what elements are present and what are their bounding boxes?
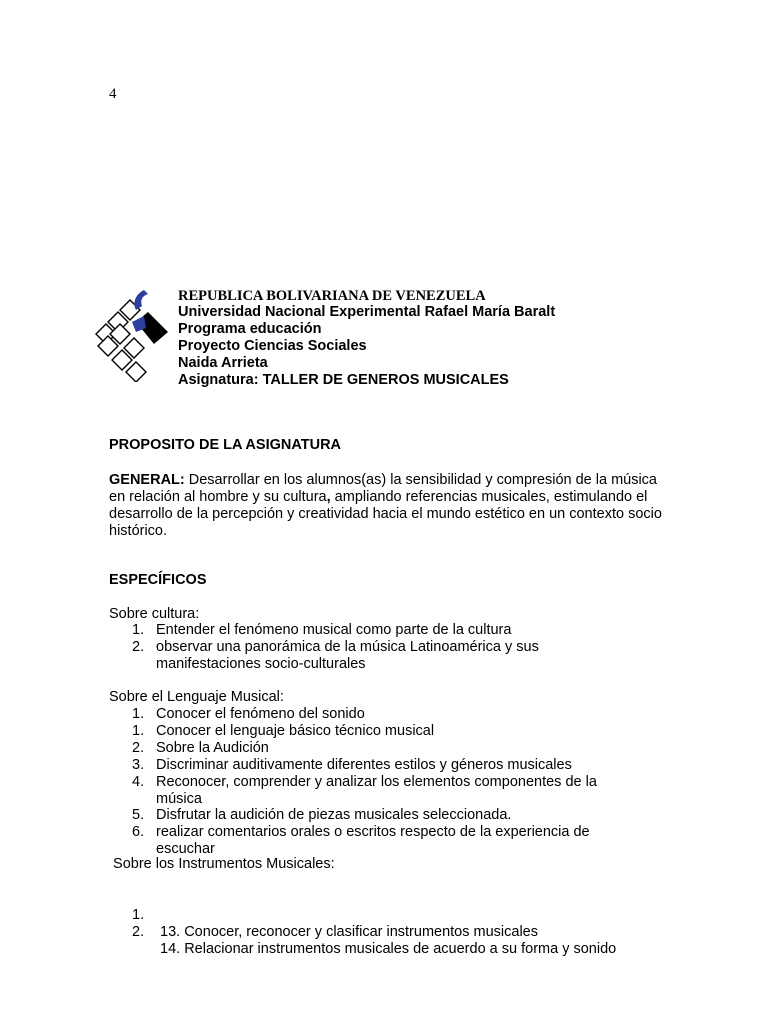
list-item-text: 13. Conocer, reconocer y clasificar instrumentos musicales <box>156 924 538 940</box>
list-item-number: 1. <box>132 706 145 722</box>
general-text-part-2: ampliando referencias musicales, estimulando el desarrollo de la percepción y creatividad hacia el mundo estético en un contexto socio histórico. <box>109 489 662 539</box>
list-item-number: 5. <box>132 807 145 823</box>
list-item-text: escuchar <box>156 841 215 857</box>
list-item-text: manifestaciones socio-culturales <box>156 656 366 672</box>
list-item-text: Conocer el fenómeno del sonido <box>156 706 365 722</box>
header-line-project: Proyecto Ciencias Sociales <box>178 338 367 354</box>
document-header <box>178 288 555 389</box>
culture-title: Sobre cultura: <box>109 606 200 622</box>
list-item-number: 6. <box>132 824 145 840</box>
list-item-text: observar una panorámica de la música Latinoamérica y sus <box>156 639 539 655</box>
language-title: Sobre el Lenguaje Musical: <box>109 689 284 705</box>
list-item-text: Discriminar auditivamente diferentes estilos y géneros musicales <box>156 757 572 773</box>
instruments-title: Sobre los Instrumentos Musicales: <box>109 856 335 872</box>
list-item-text: Sobre la Audición <box>156 740 269 756</box>
list-item-text: música <box>156 791 202 807</box>
list-item-text: 14. Relacionar instrumentos musicales de acuerdo a su forma y sonido <box>156 941 617 957</box>
general-text-part-1: Desarrollar en los alumnos(as) la sensibilidad y compresión de la música en relación al hombre y su cultura <box>109 472 657 505</box>
header-line-author: Naida Arrieta <box>178 355 268 371</box>
general-purpose-paragraph <box>109 472 669 540</box>
purpose-heading: PROPOSITO DE LA ASIGNATURA <box>109 437 342 453</box>
list-item-text: Conocer el lenguaje básico técnico musical <box>156 723 435 739</box>
list-item-number: 3. <box>132 757 145 773</box>
list-item-number: 1. <box>132 622 145 638</box>
list-item-text: Entender el fenómeno musical como parte de la cultura <box>156 622 512 638</box>
general-label: GENERAL: <box>109 472 185 488</box>
page-number: 4 <box>109 86 117 102</box>
header-line-subject: Asignatura: TALLER DE GENEROS MUSICALES <box>178 372 509 388</box>
list-item-number: 1. <box>132 723 145 739</box>
list-item-number: 2. <box>132 924 145 940</box>
list-item-number: 4. <box>132 774 145 790</box>
general-comma: , <box>326 489 331 505</box>
list-item-number: 2. <box>132 639 145 655</box>
university-logo-icon <box>92 286 172 382</box>
specifics-heading: ESPECÍFICOS <box>109 572 207 588</box>
list-item-number: 1. <box>132 907 145 923</box>
header-line-university: Universidad Nacional Experimental Rafael María Baralt <box>178 304 556 320</box>
list-item-text: Reconocer, comprender y analizar los elementos componentes de la <box>156 774 597 790</box>
list-item-text: realizar comentarios orales o escritos respecto de la experiencia de <box>156 824 590 840</box>
list-item-text: Disfrutar la audición de piezas musicales seleccionada. <box>156 807 512 823</box>
header-line-program: Programa educación <box>178 321 322 337</box>
header-line-republic: REPUBLICA BOLIVARIANA DE VENEZUELA <box>178 288 486 304</box>
list-item-number: 2. <box>132 740 145 756</box>
